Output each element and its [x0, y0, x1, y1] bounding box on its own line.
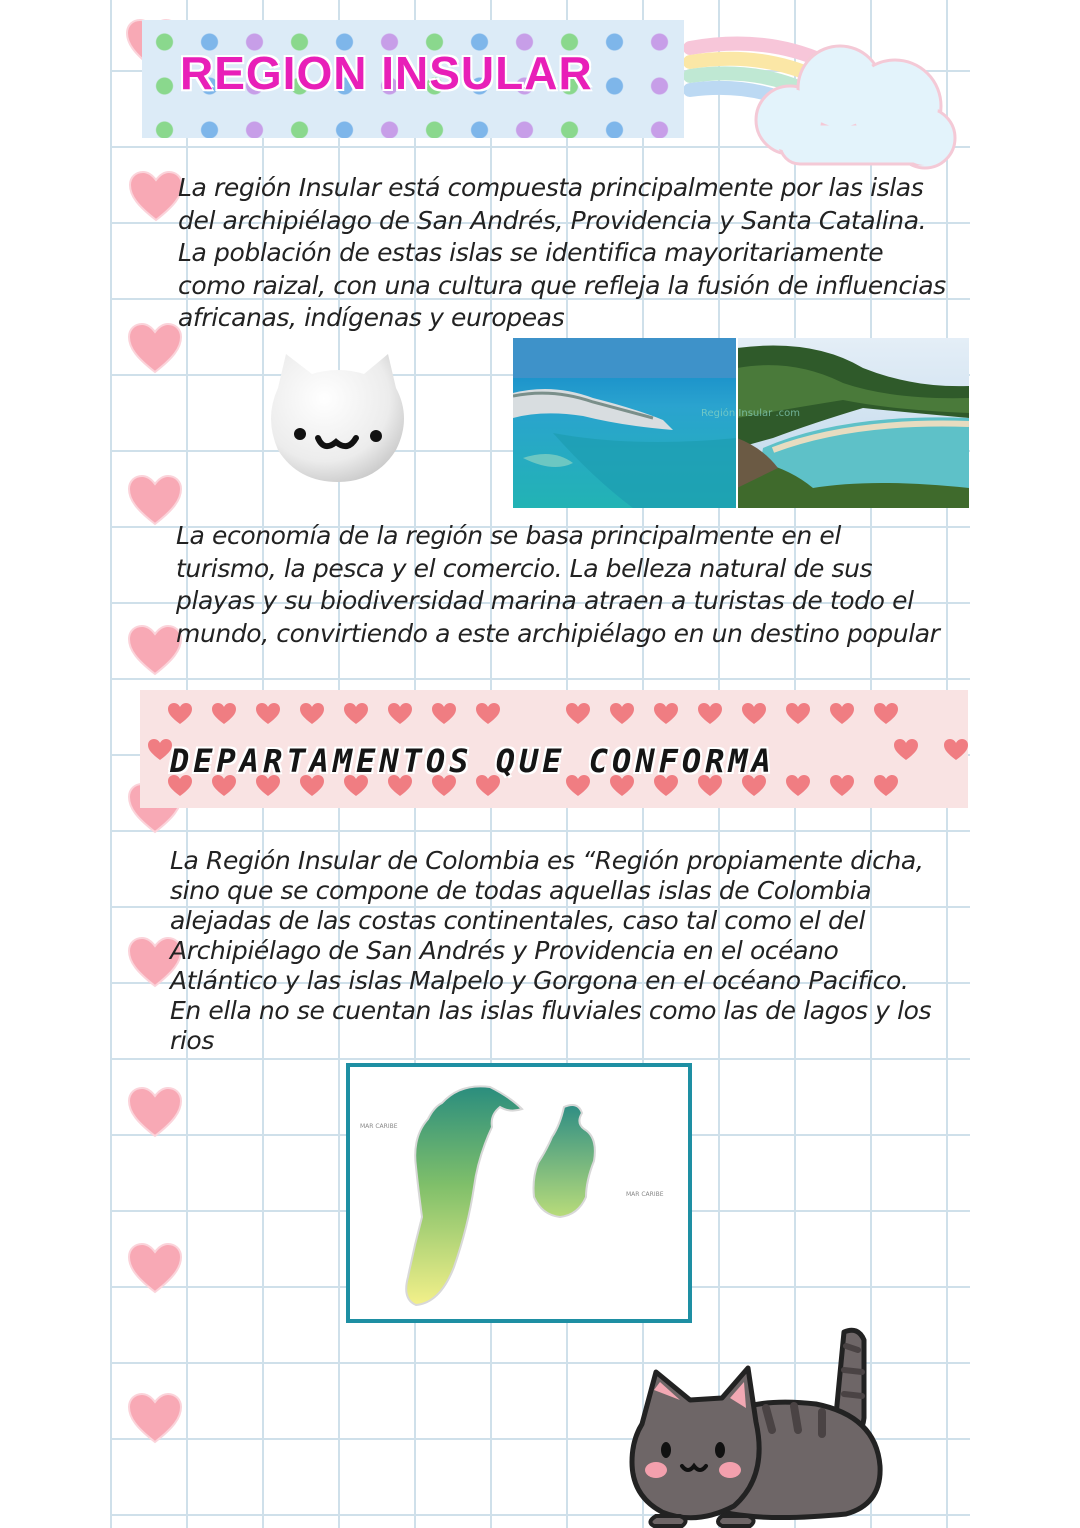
economy-paragraph: La economía de la región se basa principalmente en el turismo, la pesca y el comercio. La belleza natural de sus playas y su biodiversidad marina atraen a turistas de todo el mundo, convirtiendo a este archipiélago en un destino popular — [176, 521, 940, 648]
departments-paragraph: La Región Insular de Colombia es “Región propiamente dicha, sino que se compone de todas aquellas islas de Colombia alejadas de las costas continentales, caso tal como el del Archipiélago de San Andrés y Providencia en el océano Atlántico y las islas Malpelo y Gorgona en el océano Pacifico. En ella no se cuentan las islas fluviales como las de lagos y los rios — [170, 846, 932, 1055]
heart-icon — [127, 322, 183, 374]
cat-sticker — [626, 1326, 890, 1528]
map-label-right: MAR CARIBE — [626, 1191, 664, 1198]
heart-icon — [127, 1392, 183, 1444]
intro-paragraph: La región Insular está compuesta principalmente por las islas del archipiélago de San Andrés, Providencia y Santa Catalina. La población de estas islas se identifica mayoritariamente como raizal, con una cultura que refleja la fusión de influencias africanas, indígenas y europeas — [178, 173, 946, 332]
rainbow-cloud-decoration — [680, 28, 970, 178]
heart-icon — [127, 1242, 183, 1294]
cat-face-sticker — [264, 352, 412, 484]
island-map — [346, 1063, 692, 1323]
page-title: REGION INSULAR — [180, 47, 593, 99]
section-title: DEPARTAMENTOS QUE CONFORMA — [170, 742, 775, 780]
heart-icon — [127, 474, 183, 526]
island-photos — [513, 338, 969, 508]
photo-watermark: Región Insular .com — [701, 408, 800, 419]
map-label-left: MAR CARIBE — [360, 1123, 398, 1130]
heart-icon — [128, 170, 184, 222]
heart-icon — [127, 1086, 183, 1138]
heart-icon — [127, 624, 183, 676]
